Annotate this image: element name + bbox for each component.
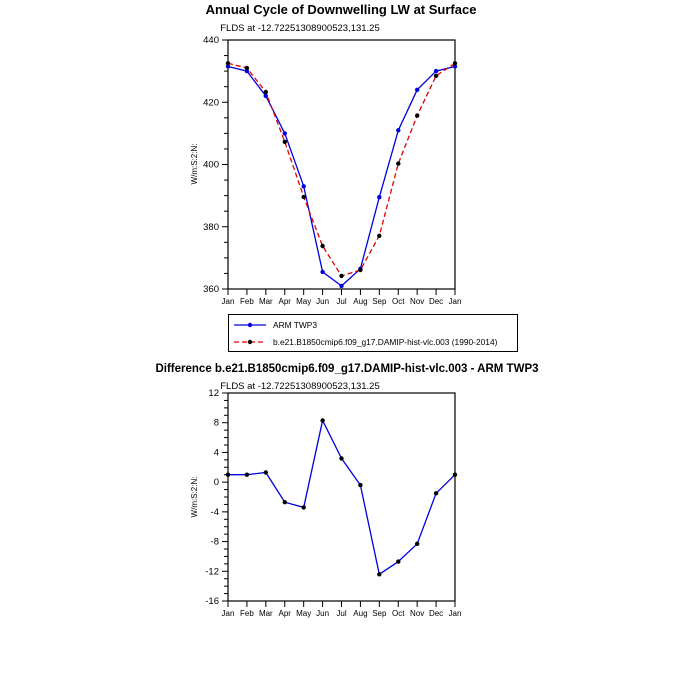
- data-point-series-1: [264, 90, 268, 94]
- legend-label-arm-twp3: ARM TWP3: [273, 319, 318, 330]
- y-tick-label: -12: [205, 566, 219, 578]
- x-tick-label: Sep: [372, 297, 387, 306]
- series-line-1: [228, 63, 455, 276]
- plot-frame: [228, 393, 455, 601]
- arm-twp3-sample-marker: [248, 322, 252, 326]
- difference-chart: [0, 355, 700, 645]
- plot-frame: [228, 40, 455, 289]
- data-point-series-1: [283, 140, 287, 144]
- data-point-series-0: [302, 505, 306, 509]
- x-tick-label: Jun: [316, 297, 330, 306]
- series-line-0: [228, 67, 455, 286]
- series-line-0: [228, 421, 455, 575]
- data-point-series-0: [264, 470, 268, 474]
- x-tick-label: Apr: [278, 609, 291, 618]
- difference-subtitle: FLDS at -12.72251308900523,131.25: [220, 381, 380, 392]
- y-tick-label: 360: [203, 284, 219, 295]
- data-point-series-0: [377, 572, 381, 576]
- y-tick-label: 380: [203, 221, 219, 233]
- x-tick-label: Mar: [258, 297, 273, 306]
- x-tick-label: May: [296, 297, 312, 306]
- legend-label-model: b.e21.B1850cmip6.f09_g17.DAMIP-hist-vlc.003 (1990-2014): [273, 336, 498, 347]
- y-tick-label: 0: [213, 477, 219, 489]
- data-point-series-1: [226, 61, 230, 65]
- legend: [228, 314, 518, 352]
- data-point-series-1: [453, 61, 457, 65]
- x-tick-label: Apr: [278, 297, 291, 306]
- x-tick-label: Jan: [221, 609, 235, 618]
- x-tick-label: Jan: [448, 609, 462, 618]
- y-tick-label: 440: [203, 35, 219, 46]
- x-tick-label: Feb: [240, 609, 254, 618]
- data-point-series-0: [415, 542, 419, 546]
- data-point-series-0: [339, 456, 343, 460]
- data-point-series-0: [264, 94, 268, 98]
- data-point-series-1: [339, 274, 343, 278]
- annual-cycle-y-axis-label: W/m:S:2:N:: [190, 143, 199, 185]
- y-tick-label: 400: [203, 159, 219, 171]
- y-tick-label: 420: [203, 97, 219, 109]
- x-tick-label: Jan: [448, 297, 462, 306]
- data-point-series-0: [434, 491, 438, 495]
- data-point-series-0: [283, 131, 287, 135]
- model-line-sample: [232, 336, 268, 348]
- legend-item-arm-twp3: [232, 317, 514, 332]
- x-tick-label: Feb: [240, 297, 254, 306]
- data-point-series-1: [302, 195, 306, 199]
- data-point-series-0: [358, 483, 362, 487]
- data-point-series-1: [377, 234, 381, 238]
- data-point-series-1: [245, 66, 249, 70]
- annual-cycle-title: Annual Cycle of Downwelling LW at Surface: [205, 2, 477, 17]
- data-point-series-0: [320, 270, 324, 274]
- y-tick-label: 8: [213, 417, 219, 429]
- arm-twp3-line-sample: [232, 319, 268, 331]
- data-point-series-0: [434, 69, 438, 73]
- x-tick-label: Mar: [258, 609, 273, 618]
- data-point-series-1: [320, 244, 324, 248]
- annual-cycle-subtitle: FLDS at -12.72251308900523,131.25: [220, 23, 380, 34]
- data-point-series-0: [320, 418, 324, 422]
- x-tick-label: Jun: [316, 609, 330, 618]
- model-sample-marker: [248, 339, 252, 343]
- x-tick-label: Jan: [221, 297, 235, 306]
- annual-cycle-plot-area: [203, 35, 461, 306]
- x-tick-label: Nov: [410, 609, 425, 618]
- y-tick-label: -8: [210, 536, 219, 548]
- y-tick-label: 4: [213, 447, 219, 459]
- x-tick-label: Aug: [353, 609, 368, 618]
- x-tick-label: Oct: [392, 609, 405, 618]
- x-tick-label: Sep: [372, 609, 387, 618]
- data-point-series-0: [396, 559, 400, 563]
- y-tick-label: -16: [205, 596, 219, 607]
- data-point-series-1: [358, 268, 362, 272]
- y-tick-label: -4: [210, 506, 219, 518]
- legend-item-model: [232, 334, 514, 349]
- data-point-series-1: [396, 161, 400, 165]
- difference-plot-area: [205, 388, 461, 618]
- data-point-series-0: [245, 473, 249, 477]
- x-tick-label: Dec: [428, 609, 444, 618]
- annual-cycle-chart: [0, 0, 700, 312]
- x-tick-label: Oct: [392, 297, 405, 306]
- difference-y-axis-label: W/m:S:2:N:: [190, 476, 199, 518]
- data-point-series-0: [302, 184, 306, 188]
- data-point-series-0: [453, 473, 457, 477]
- data-point-series-0: [283, 500, 287, 504]
- data-point-series-0: [377, 195, 381, 199]
- data-point-series-1: [415, 113, 419, 117]
- x-tick-label: Jul: [336, 297, 347, 306]
- data-point-series-0: [415, 88, 419, 92]
- data-point-series-0: [339, 284, 343, 288]
- x-tick-label: Jul: [336, 609, 347, 618]
- data-point-series-1: [434, 74, 438, 78]
- difference-title: Difference b.e21.B1850cmip6.f09_g17.DAMIP-hist-vlc.003 - ARM TWP3: [155, 363, 539, 375]
- data-point-series-0: [226, 473, 230, 477]
- data-point-series-0: [396, 128, 400, 132]
- x-tick-label: Nov: [410, 297, 425, 306]
- x-tick-label: May: [296, 609, 312, 618]
- x-tick-label: Aug: [353, 297, 368, 306]
- x-tick-label: Dec: [428, 297, 444, 306]
- y-tick-label: 12: [208, 388, 219, 399]
